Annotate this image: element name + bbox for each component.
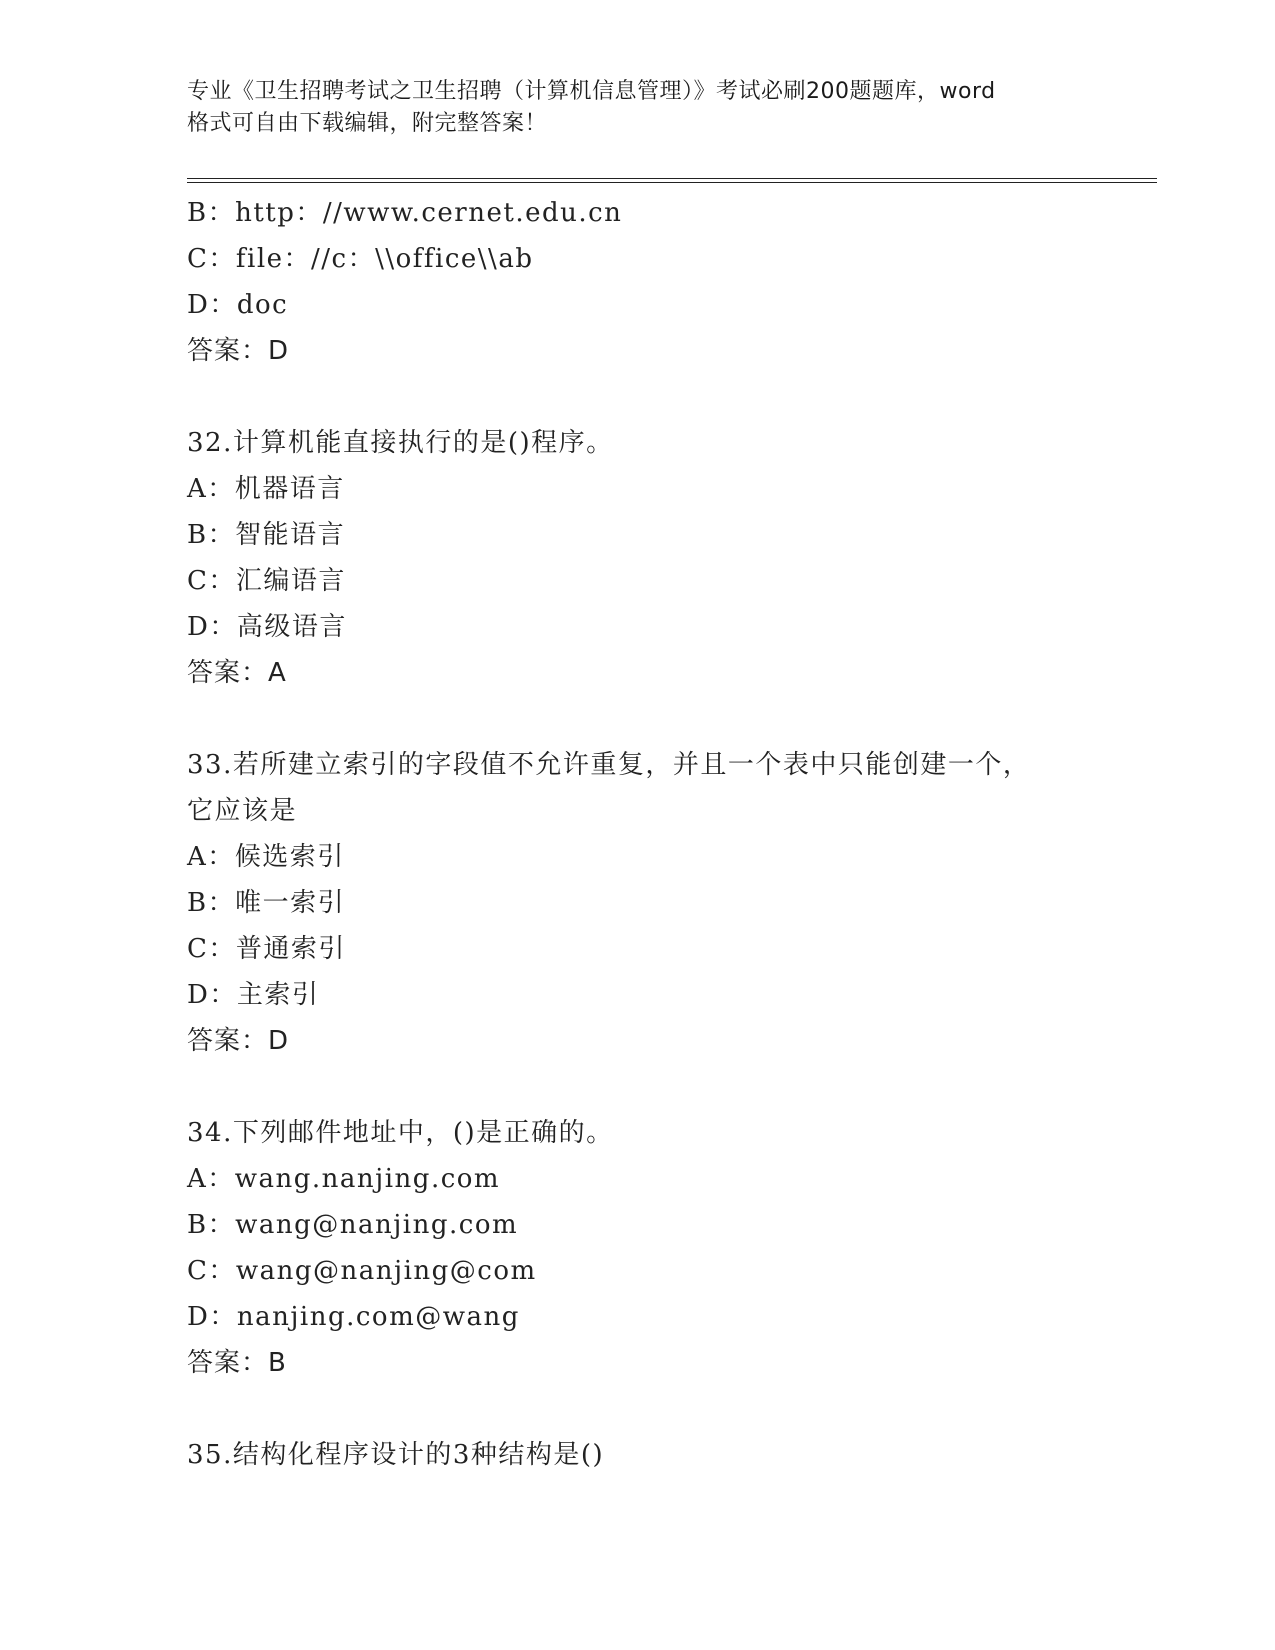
option-c: C：wang@nanjing@com bbox=[187, 1256, 537, 1286]
answer-line: 答案：B bbox=[187, 1348, 287, 1378]
answer-line: 答案：D bbox=[187, 336, 290, 366]
question-32 bbox=[187, 420, 1167, 696]
option-c: C：file：//c：\\office\\ab bbox=[187, 244, 534, 274]
option-c: C：汇编语言 bbox=[187, 566, 346, 596]
question-31-tail bbox=[187, 190, 1167, 374]
page-header bbox=[187, 76, 1097, 140]
option-a: A：机器语言 bbox=[187, 474, 345, 504]
answer-line: 答案：A bbox=[187, 658, 287, 688]
header-divider-bottom bbox=[187, 182, 1157, 183]
question-content bbox=[187, 190, 1167, 1478]
question-text: 34.下列邮件地址中，()是正确的。 bbox=[187, 1118, 614, 1148]
spacer bbox=[187, 374, 1167, 420]
question-34 bbox=[187, 1110, 1167, 1386]
header-line-2: 格式可自由下载编辑，附完整答案！ bbox=[187, 111, 548, 136]
question-35 bbox=[187, 1432, 1167, 1478]
question-text-continued: 它应该是 bbox=[187, 796, 298, 826]
question-33 bbox=[187, 742, 1167, 1064]
question-text: 33.若所建立索引的字段值不允许重复，并且一个表中只能创建一个， bbox=[187, 750, 1031, 780]
option-b: B：wang@nanjing.com bbox=[187, 1210, 519, 1240]
option-d: D：主索引 bbox=[187, 980, 320, 1010]
spacer bbox=[187, 696, 1167, 742]
option-a: A：候选索引 bbox=[187, 842, 345, 872]
spacer bbox=[187, 1386, 1167, 1432]
question-text: 32.计算机能直接执行的是()程序。 bbox=[187, 428, 614, 458]
spacer bbox=[187, 1064, 1167, 1110]
option-b: B：唯一索引 bbox=[187, 888, 346, 918]
option-d: D：高级语言 bbox=[187, 612, 347, 642]
option-a: A：wang.nanjing.com bbox=[187, 1164, 501, 1194]
option-b: B：http：//www.cernet.edu.cn bbox=[187, 198, 623, 228]
question-text: 35.结构化程序设计的3种结构是() bbox=[187, 1440, 605, 1470]
header-line-1: 专业《卫生招聘考试之卫生招聘（计算机信息管理）》考试必刷200题题库，word bbox=[187, 79, 996, 104]
option-b: B：智能语言 bbox=[187, 520, 346, 550]
option-c: C：普通索引 bbox=[187, 934, 346, 964]
option-d: D：nanjing.com@wang bbox=[187, 1302, 520, 1332]
option-d: D：doc bbox=[187, 290, 289, 320]
answer-line: 答案：D bbox=[187, 1026, 290, 1056]
header-divider-top bbox=[187, 178, 1157, 179]
